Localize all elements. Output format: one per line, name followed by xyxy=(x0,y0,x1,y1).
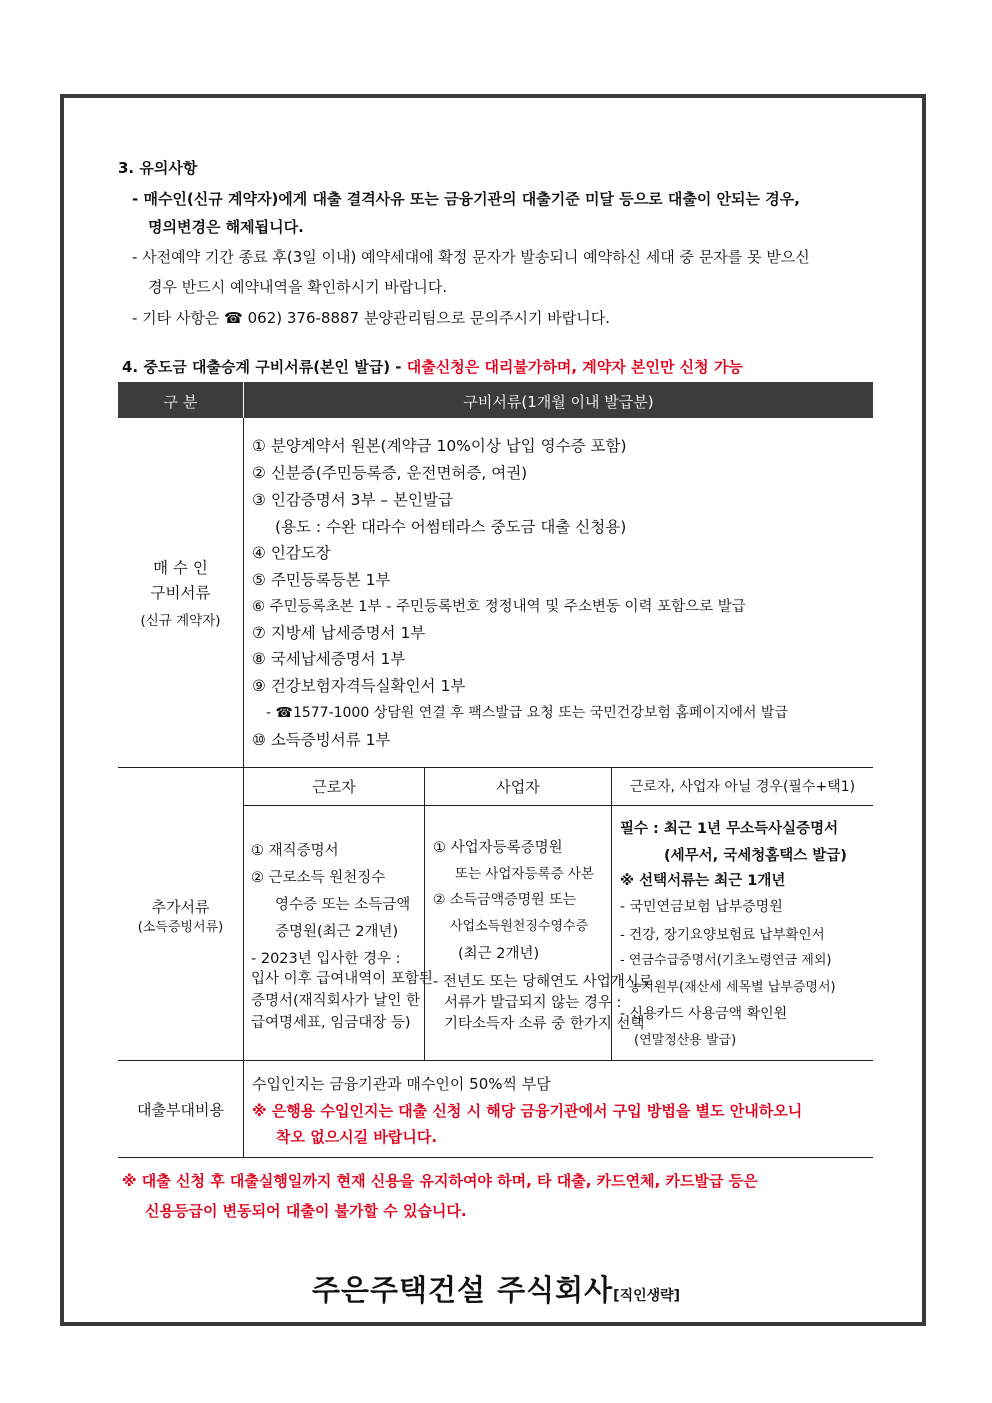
col-worker: 근로자 xyxy=(312,778,356,796)
seal-omitted-note: [직인생략] xyxy=(613,1288,681,1304)
subheader-divider xyxy=(243,805,873,806)
extra-label-1: 추가서류 xyxy=(151,898,210,916)
buyer-label-3: (신규 계약자) xyxy=(140,613,221,629)
note-line-4: 경우 반드시 예약내역을 확인하시기 바랍니다. xyxy=(148,278,448,296)
buyer-item: ⑩ 소득증빙서류 1부 xyxy=(252,731,391,749)
docs-title xyxy=(122,356,743,377)
business-note: - 전년도 또는 당해연도 사업개시로 xyxy=(433,974,653,990)
header-documents: 구비서류(1개월 이내 발급분) xyxy=(463,393,654,411)
note-line-1: - 매수인(신규 계약자)에게 대출 결격사유 또는 금융기관의 대출기준 미달 등으로 대출이 안되는 경우, xyxy=(132,190,800,208)
buyer-item: ① 분양계약서 원본(계약금 10%이상 납입 영수증 포함) xyxy=(252,437,627,455)
row-divider-2 xyxy=(118,1060,873,1061)
other-item: - 농지원부(재산세 세목별 납부증명서) xyxy=(620,980,836,995)
col-divider-worker xyxy=(424,767,425,1060)
worker-item: 증명원(최근 2개년) xyxy=(275,924,399,940)
cost-line-2: ※ 은행용 수입인지는 대출 신청 시 해당 금융기관에서 구입 방법을 별도 안내하오니 xyxy=(252,1102,803,1120)
docs-title-black: 4. 중도금 대출승계 구비서류(본인 발급) - xyxy=(122,358,407,376)
table-bottom xyxy=(118,1157,873,1158)
other-item: - 건강, 장기요양보험료 납부확인서 xyxy=(620,927,825,943)
header-category: 구 분 xyxy=(163,393,198,411)
buyer-item: ④ 인감도장 xyxy=(252,544,331,562)
other-required-2: (세무서, 국세청홈택스 발급) xyxy=(664,848,847,864)
buyer-item: ⑤ 주민등록등본 1부 xyxy=(252,571,391,589)
buyer-label-2: 구비서류 xyxy=(150,584,211,602)
notes-title: 3. 유의사항 xyxy=(118,159,198,177)
header-divider xyxy=(243,382,244,418)
docs-title-red: 대출신청은 대리불가하며, 계약자 본인만 신청 가능 xyxy=(406,358,743,376)
worker-item: 영수증 또는 소득금액 xyxy=(275,897,411,913)
warning-line-1: ※ 대출 신청 후 대출실행일까지 현재 신용을 유지하여야 하며, 타 대출, 카드연체, 카드발급 등은 xyxy=(122,1172,758,1190)
buyer-item: - ☎1577-1000 상담원 연결 후 팩스발급 요청 또는 국민건강보험 홈페이지에서 발급 xyxy=(266,705,788,721)
business-note: 기타소득자 소류 중 한가지 선택 xyxy=(444,1016,645,1032)
table-header xyxy=(118,382,873,418)
other-item: - 신용카드 사용금액 확인원 xyxy=(620,1006,788,1022)
buyer-item: (용도 : 수완 대라수 어썸테라스 중도금 대출 신청용) xyxy=(275,518,627,536)
cost-line-3: 착오 없으시길 바랍니다. xyxy=(276,1128,438,1146)
worker-note: 입사 이후 급여내역이 포함된 xyxy=(251,971,433,987)
note-line-3: - 사전예약 기간 종료 후(3일 이내) 예약세대에 확정 문자가 발송되니 예약하신 세대 중 문자를 못 받으신 xyxy=(132,248,810,266)
business-item: ① 사업자등록증명원 xyxy=(433,840,563,856)
extra-label-2: (소득증빙서류) xyxy=(137,920,224,935)
company-signature xyxy=(0,1268,992,1309)
buyer-item: ⑦ 지방세 납세증명서 1부 xyxy=(252,624,426,642)
col-business: 사업자 xyxy=(496,778,540,796)
company-name: 주은주택건설 주식회사 xyxy=(311,1273,614,1307)
buyer-item: ③ 인감증명서 3부 – 본인발급 xyxy=(252,491,453,509)
business-note: 서류가 발급되지 않는 경우 : xyxy=(444,995,622,1011)
buyer-item: ⑧ 국세납세증명서 1부 xyxy=(252,650,406,668)
cost-line-1: 수입인지는 금융기관과 매수인이 50%씩 부담 xyxy=(252,1075,551,1093)
warning-line-2: 신용등급이 변동되어 대출이 불가할 수 있습니다. xyxy=(145,1202,467,1220)
row-divider-1 xyxy=(118,767,873,768)
worker-item: ② 근로소득 원천징수 xyxy=(251,870,386,886)
worker-note: 증명서(재직회사가 날인 한 xyxy=(251,993,420,1009)
worker-item: ① 재직증명서 xyxy=(251,843,339,859)
business-item: ② 소득금액증명원 또는 xyxy=(433,892,577,908)
other-item: - 국민연금보험 납부증명원 xyxy=(620,899,783,915)
buyer-item: ⑥ 주민등록초본 1부 - 주민등록번호 정정내역 및 주소변동 이력 포함으로 발급 xyxy=(252,599,746,615)
col-other: 근로자, 사업자 아닐 경우(필수+택1) xyxy=(629,779,856,795)
other-item: - 연금수급증명서(기초노령연금 제외) xyxy=(620,953,832,968)
worker-note: - 2023년 입사한 경우 : xyxy=(251,951,401,967)
other-item: (연말정산용 발급) xyxy=(634,1033,737,1048)
worker-note: 급여명세표, 임금대장 등) xyxy=(251,1015,411,1031)
other-required: 필수 : 최근 1년 무소득사실증명서 xyxy=(620,821,839,837)
cost-label: 대출부대비용 xyxy=(137,1101,224,1119)
buyer-item: ② 신분증(주민등록증, 운전면허증, 여권) xyxy=(252,464,528,482)
business-item: 사업소득원천징수영수증 xyxy=(450,919,589,934)
business-item: 또는 사업자등록증 사본 xyxy=(455,866,594,882)
buyer-label-1: 매 수 인 xyxy=(153,559,208,577)
note-line-5: - 기타 사항은 ☎ 062) 376-8887 분양관리팀으로 문의주시기 바랍니다. xyxy=(132,309,611,327)
note-line-2: 명의변경은 해제됩니다. xyxy=(148,218,304,236)
business-item: (최근 2개년) xyxy=(458,946,540,962)
other-select: ※ 선택서류는 최근 1개년 xyxy=(620,873,786,889)
buyer-item: ⑨ 건강보험자격득실확인서 1부 xyxy=(252,677,466,695)
